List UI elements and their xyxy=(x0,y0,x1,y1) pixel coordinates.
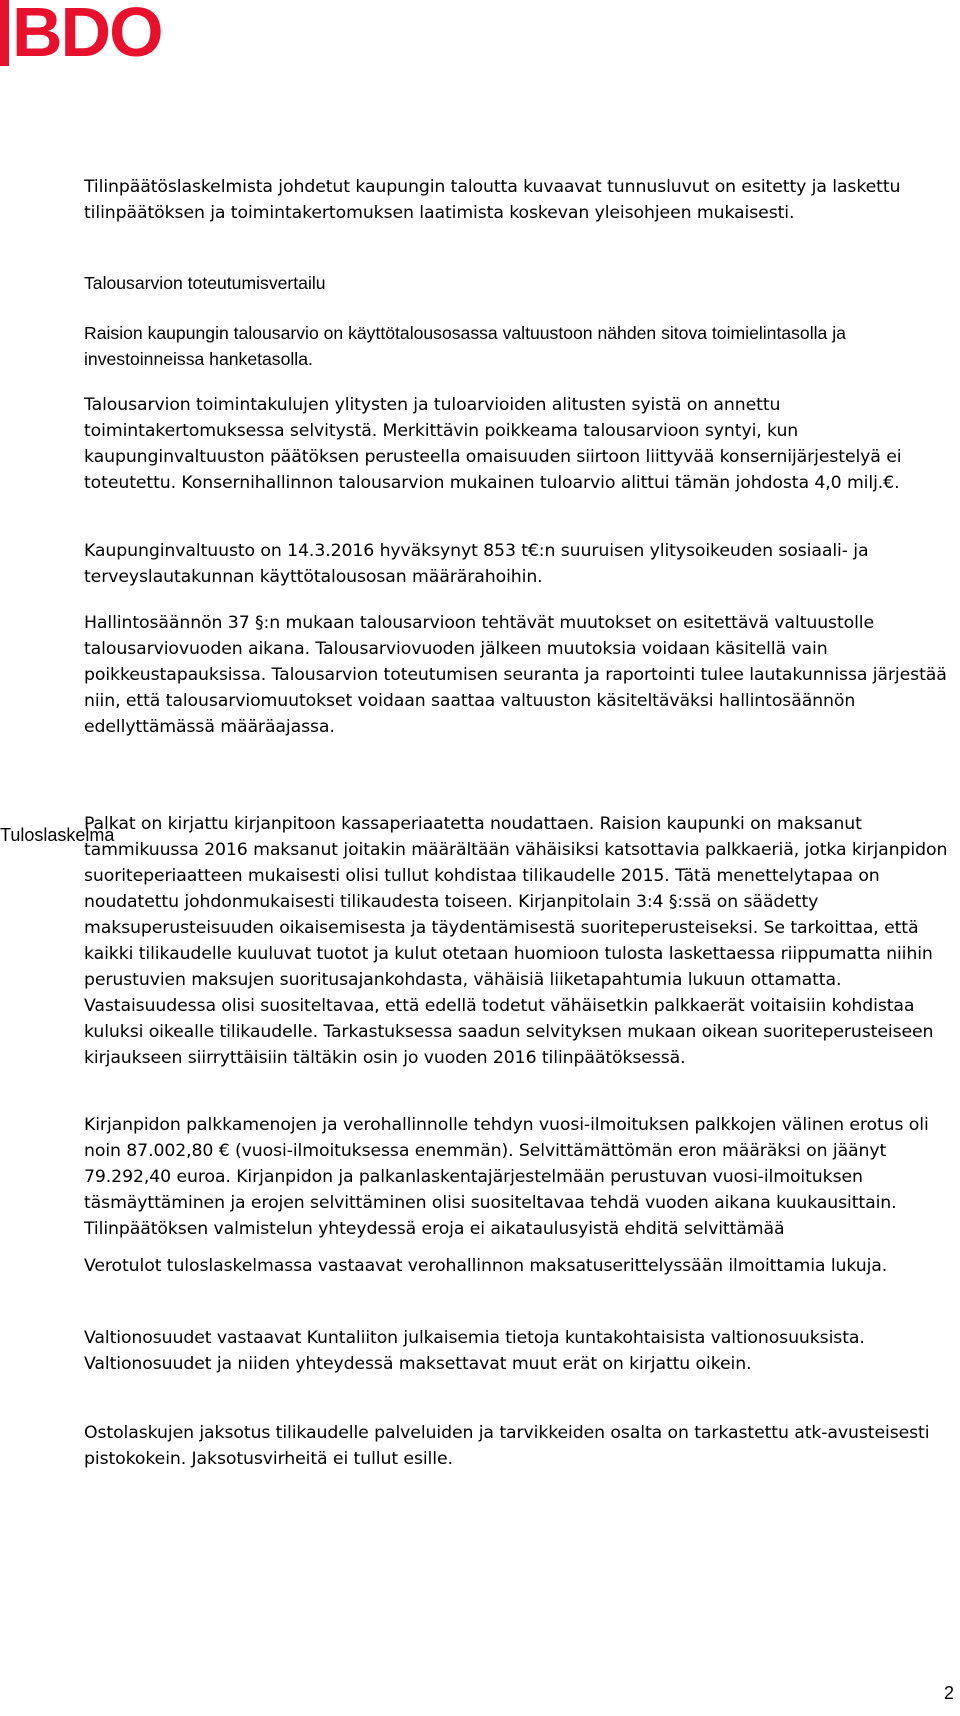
bdo-logo xyxy=(0,0,180,70)
section-heading-budget-comparison: Talousarvion toteutumisvertailu xyxy=(84,273,326,293)
budget-binding-paragraph: Raision kaupungin talousarvio on käyttötalousosassa valtuustoon nähden sitova toimielintasolla ja investoinneissa hanketasolla. xyxy=(84,323,846,369)
budget-changes-paragraph: Hallintosäännön 37 §:n mukaan talousarvioon tehtävät muutokset on esitettävä valtuustolle talousarviovuoden aikana. Talousarviovuoden jälkeen muutoksia voidaan käsitellä vain poikkeustapauksissa. Talousarvion toteutumisen seuranta ja raportointi tulee lautakunnissa järjestää niin, että talousarviomuutokset voidaan saattaa valtuuston käsiteltäväksi hallintosäännön edellyttämässä määräajassa. xyxy=(84,613,947,737)
salary-reconciliation-paragraph: Kirjanpidon palkkamenojen ja verohallinnolle tehdyn vuosi-ilmoituksen palkkojen välinen erotus oli noin 87.002,80 € (vuosi-ilmoituksessa enemmän). Selvittämättömän eron määräksi on jäänyt 79.292,40 euroa. Kirjanpidon ja palkanlaskentajärjestelmään perustuvan vuosi-ilmoituksen täsmäyttäminen ja erojen selvittäminen olisi suositeltavaa tehdä vuoden aikana kuukausittain. Tilinpäätöksen valmistelun yhteydessä eroja ei aikataulusyistä ehditä selvittämää xyxy=(84,1115,929,1239)
invoice-accruals-paragraph: Ostolaskujen jaksotus tilikaudelle palveluiden ja tarvikkeiden osalta on tarkastettu atk-avusteisesti pistokokein. Jaksotusvirheitä ei tullut esille. xyxy=(84,1423,930,1469)
side-label-tuloslaskelma: Tuloslaskelma xyxy=(0,825,115,845)
logo-text: BDO xyxy=(12,0,162,70)
state-subsidies-paragraph: Valtionosuudet vastaavat Kuntaliiton julkaisemia tietoja kuntakohtaisista valtionosuuksista. Valtionosuudet ja niiden yhteydessä maksettavat muut erät on kirjattu oikein. xyxy=(84,1328,865,1374)
overrun-approval-paragraph: Kaupunginvaltuusto on 14.3.2016 hyväksynyt 853 t€:n suuruisen ylitysoikeuden sosiaali- ja terveyslautakunnan käyttötalousosan määrärahoihin. xyxy=(84,541,869,587)
page-number: 2 xyxy=(943,1683,954,1703)
budget-deviation-paragraph: Talousarvion toimintakulujen ylitysten ja tuloarvioiden alitusten syistä on annettu toimintakertomuksessa selvitystä. Merkittävin poikkeama talousarvioon syntyi, kun kaupunginvaltuuston päätöksen perusteella omaisuuden siirtoon liittyvää konsernijärjestelyä ei toteutettu. Konsernihallinnon talousarvion mukainen tuloarvio alittui tämän johdosta 4,0 milj.€. xyxy=(84,395,902,493)
tax-revenue-paragraph: Verotulot tuloslaskelmassa vastaavat verohallinnon maksatuserittelyssään ilmoittamia lukuja. xyxy=(84,1256,888,1276)
intro-paragraph: Tilinpäätöslaskelmista johdetut kaupungin taloutta kuvaavat tunnusluvut on esitetty ja laskettu tilinpäätöksen ja toimintakertomuksen laatimista koskevan yleisohjeen mukaisesti. xyxy=(84,177,901,223)
salaries-paragraph: Palkat on kirjattu kirjanpitoon kassaperiaatetta noudattaen. Raision kaupunki on maksanut tammikuussa 2016 maksanut joitakin määrältään vähäisiksi katsottavia palkkaeriä, jotka kirjanpidon suoriteperiaatteen mukaisesti olisi tullut kohdistaa tilikaudelle 2015. Tätä menettelytapaa on noudatettu johdonmukaisesti tilikaudesta toiseen. Kirjanpitolain 3:4 §:ssä on säädetty maksuperusteisuuden oikaisemisesta ja täydentämisestä suoriteperusteiseksi. Se tarkoittaa, että kaikki tilikaudelle kuuluvat tuotot ja kulut otetaan huomioon tulosta laskettaessa riippumatta niihin perustuvien maksujen suoritusajankohdasta, vähäisiä liiketapahtumia lukuun ottamatta. Vastaisuudessa olisi suositeltavaa, että edellä todetut vähäisetkin palkkaerät voitaisiin kohdistaa kuluksi oikealle tilikaudelle. Tarkastuksessa saadun selvityksen mukaan oikean suoriteperusteiseen kirjaukseen siirryttäisiin tältäkin osin jo vuoden 2016 tilinpäätöksessä. xyxy=(84,814,948,1068)
logo-bar xyxy=(0,0,9,66)
